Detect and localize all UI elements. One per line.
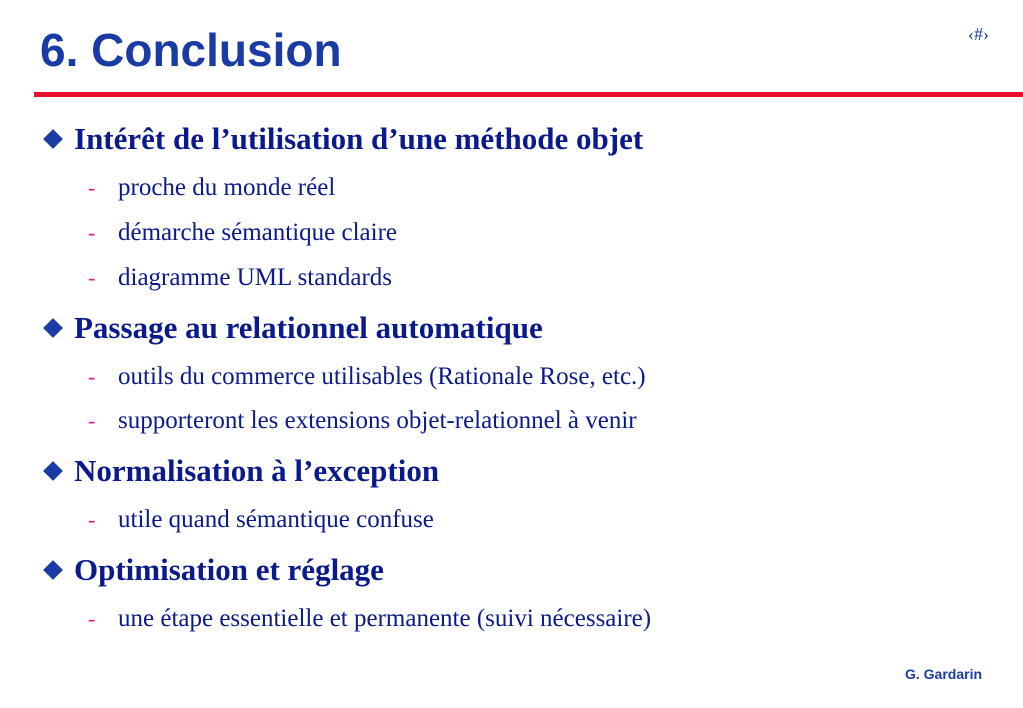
diamond-bullet-icon <box>43 129 63 149</box>
sub-text: outils du commerce utilisables (Rationale Rose, etc.) <box>118 363 646 390</box>
dash-marker: - <box>88 364 96 389</box>
sub-text: démarche sémantique claire <box>118 219 398 246</box>
sub-item <box>88 217 397 249</box>
diamond-bullet-icon <box>43 461 63 481</box>
bullet-text: Normalisation à l’exception <box>74 453 440 488</box>
diamond-bullet-icon <box>43 318 63 338</box>
sub-text: diagramme UML standards <box>118 264 392 291</box>
sub-item <box>88 603 651 635</box>
bullet-item <box>42 120 643 158</box>
bullet-item <box>42 452 439 490</box>
slide-number: ‹#› <box>968 24 989 44</box>
author-footer: G. Gardarin <box>905 666 983 682</box>
sub-item <box>88 172 335 204</box>
sub-text: une étape essentielle et permanente (suivi nécessaire) <box>118 605 652 632</box>
sub-text: supporteront les extensions objet-relationnel à venir <box>118 407 637 434</box>
bullet-text: Passage au relationnel automatique <box>74 310 543 345</box>
bullet-text: Intérêt de l’utilisation d’une méthode objet <box>74 121 644 156</box>
sub-item <box>88 262 392 294</box>
sub-item <box>88 504 434 536</box>
sub-text: proche du monde réel <box>118 174 336 201</box>
dash-marker: - <box>88 606 96 631</box>
sub-item <box>88 405 637 437</box>
dash-marker: - <box>88 265 96 290</box>
diamond-bullet-icon <box>43 560 63 580</box>
sub-text: utile quand sémantique confuse <box>118 506 434 533</box>
bullet-text: Optimisation et réglage <box>74 552 384 587</box>
dash-marker: - <box>88 408 96 433</box>
dash-marker: - <box>88 507 96 532</box>
dash-marker: - <box>88 175 96 200</box>
dash-marker: - <box>88 220 96 245</box>
bullet-item <box>42 309 543 347</box>
bullet-item <box>42 551 384 589</box>
slide-title: 6. Conclusion <box>40 24 342 76</box>
sub-item <box>88 361 646 393</box>
